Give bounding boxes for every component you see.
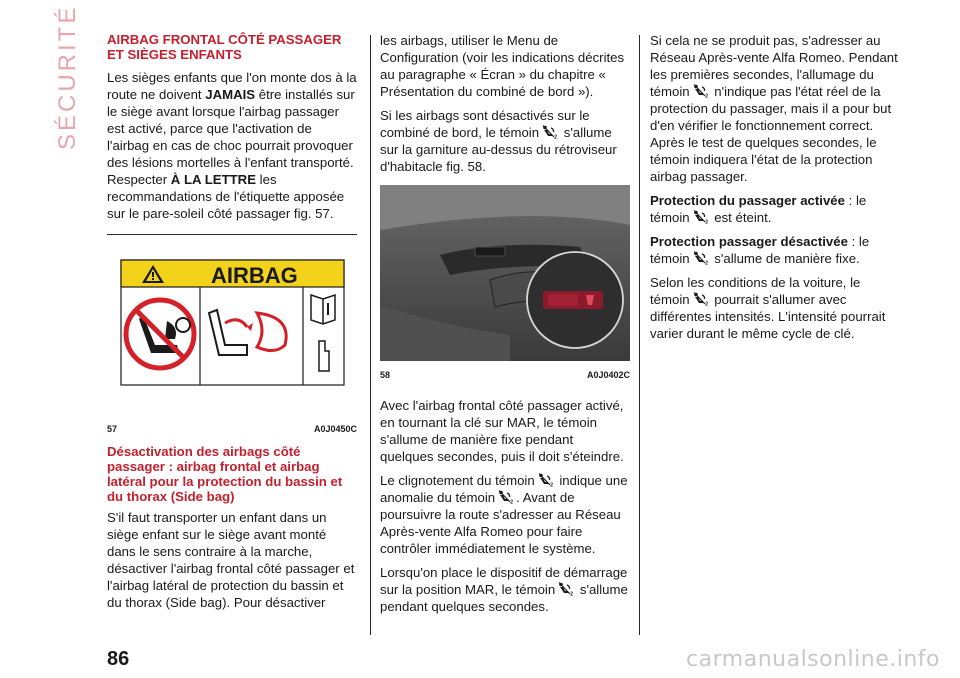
airbag-off-icon	[692, 292, 709, 306]
paragraph: Les sièges enfants que l'on monte dos à la route ne doivent JAMAIS être installés sur le siège avant lorsque l'airbag passager est activé, parce que l'activation de l'airbag en cas de choc pourrait provoquer des lésions mortelles à l'enfant transporté. Respecter À LA LETTRE les recommandations de l'étiquette apposée sur le pare-soleil côté passager fig. 57.	[107, 70, 357, 221]
airbag-off-icon	[497, 490, 514, 504]
figure-caption: 58 A0J0402C	[380, 370, 630, 380]
figure-58	[380, 185, 630, 385]
airbag-off-icon	[541, 125, 558, 139]
watermark: carmanualsonline.info	[686, 647, 940, 672]
paragraph: Protection du passager activée : le témoin est éteint.	[650, 193, 867, 225]
airbag-warning-label	[107, 235, 357, 415]
paragraph: Avec l'airbag frontal côté passager activé, en tournant la clé sur MAR, le témoin s'allume de manière fixe pendant quelques secondes, puis il doit s'éteindre.	[380, 398, 624, 464]
paragraph: Lorsqu'on place le dispositif de démarrage sur la position MAR, le témoin s'allume pendant quelques secondes.	[380, 565, 628, 614]
figure-57	[107, 234, 357, 434]
overhead-console-photo	[380, 185, 630, 361]
section-tab: SÉCURITÉ	[54, 4, 81, 150]
airbag-off-icon	[692, 84, 709, 98]
figure-caption: 57 A0J0450C	[107, 424, 357, 434]
column-2	[380, 32, 630, 622]
paragraph: Protection passager désactivée : le témoin s'allume de manière fixe.	[650, 234, 870, 266]
column-1	[107, 32, 357, 618]
paragraph: Si cela ne se produit pas, s'adresser au Réseau Après-vente Alfa Romeo. Pendant les premières secondes, l'allumage du témoin n'indique pas l'état réel de la protection du passager, mais il a pour but d'en vérifier le fonctionnement correct. Après le test de quelques secondes, le témoin indiquera l'état de la protection airbag passager.	[650, 33, 898, 184]
column-divider	[639, 35, 640, 635]
paragraph: Si les airbags sont désactivés sur le combiné de bord, le témoin s'allume sur la garniture au-dessus du rétroviseur d'habitacle fig. 58.	[380, 108, 617, 174]
airbag-off-icon	[692, 210, 709, 224]
airbag-off-icon	[692, 251, 709, 265]
airbag-label-text: AIRBAG	[211, 263, 298, 288]
column-divider	[370, 35, 371, 635]
heading-airbag-child-seats: AIRBAG FRONTAL CÔTÉ PASSAGER ET SIÈGES ENFANTS	[107, 32, 342, 62]
airbag-off-icon	[557, 582, 574, 596]
paragraph: Le clignotement du témoin indique une anomalie du témoin . Avant de poursuivre la route s'adresser au Réseau Après-vente Alfa Romeo pour faire contrôler immédiatement le système.	[380, 473, 628, 556]
paragraph: les airbags, utiliser le Menu de Configuration (voir les indications décrites au paragraphe « Écran » du chapitre « Présentation du combiné de bord »).	[380, 33, 625, 99]
column-3	[650, 32, 900, 349]
heading-deactivation: Désactivation des airbags côté passager : airbag frontal et airbag latéral pour la protection du bassin et du thorax (Side bag)	[107, 444, 343, 504]
page-number: 86	[107, 648, 130, 670]
paragraph: Selon les conditions de la voiture, le témoin pourrait s'allumer avec différentes intensités. L'intensité pourrait varier durant le même cycle de clé.	[650, 275, 886, 341]
airbag-off-icon	[537, 473, 554, 487]
paragraph: S'il faut transporter un enfant dans un siège enfant sur le siège avant monté dans le sens contraire à la marche, désactiver l'airbag frontal côté passager et l'airbag latéral de protection du bassin et du thorax (Side bag). Pour désactiver	[107, 510, 355, 610]
